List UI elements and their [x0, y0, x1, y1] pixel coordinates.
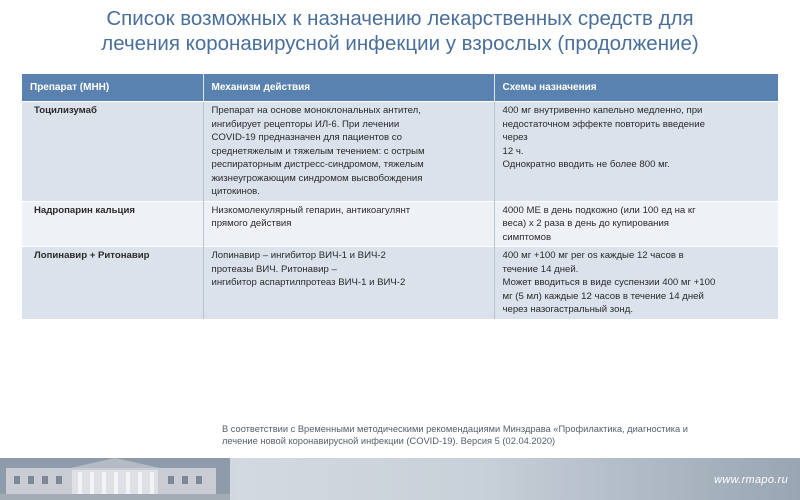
mechanism-cell	[203, 201, 494, 247]
header-drug: Препарат (МНН)	[22, 74, 203, 102]
scheme-line: Однократно вводить не более 800 мг.	[502, 159, 670, 170]
table-header-row	[22, 74, 778, 102]
scheme-line: через	[502, 132, 528, 143]
scheme-cell	[494, 201, 778, 247]
scheme-line: 400 мг +100 мг per os каждые 12 часов в	[502, 250, 684, 261]
table-row	[22, 247, 778, 319]
source-note-line: лечение новой коронавирусной инфекции (COVID-19). Версия 5 (02.04.2020)	[222, 436, 556, 446]
mechanism-line: Низкомолекулярный гепарин, антикоагулянт	[211, 204, 411, 216]
source-note-line: В соответствии с Временными методическими рекомендациями Минздрава «Профилактика, диагностика и	[222, 424, 688, 434]
scheme-cell	[494, 102, 778, 202]
scheme-line: течение 14 дней.	[502, 263, 579, 275]
scheme-line: через назогастральный зонд.	[502, 304, 633, 315]
scheme-line: недостаточном эффекте повторить введение	[502, 118, 705, 130]
mechanism-line: цитокинов.	[211, 186, 260, 197]
source-note	[222, 423, 782, 447]
mechanism-line: ингибирует рецепторы ИЛ-6. При лечении	[211, 118, 400, 130]
mechanism-cell	[203, 247, 494, 319]
drug-name: Лопинавир + Ритонавир	[22, 247, 203, 319]
slide-title	[0, 6, 800, 56]
mechanism-line: прямого действия	[211, 218, 292, 229]
scheme-line: 12 ч.	[502, 145, 524, 157]
scheme-line: симптомов	[502, 231, 552, 243]
scheme-line: 4000 МЕ в день подкожно (или 100 ед на кг	[502, 204, 696, 216]
mechanism-line: COVID-19 предназначен для пациентов со	[211, 132, 403, 143]
scheme-line: веса) х 2 раза в день до купирования	[502, 218, 670, 229]
site-url: www.rmapo.ru	[714, 474, 788, 486]
mechanism-cell	[203, 102, 494, 202]
table-row	[22, 102, 778, 202]
scheme-line: мг (5 мл) каждые 12 часов в течение 14 дней	[502, 290, 704, 302]
slide-title-line-1: Список возможных к назначению лекарственных средств для	[106, 7, 694, 30]
mechanism-line: ингибитор аспартилпротеаз ВИЧ-1 и ВИЧ-2	[211, 277, 406, 288]
mechanism-line: Препарат на основе моноклональных антител,	[211, 105, 421, 116]
scheme-line: 400 мг внутривенно капельно медленно, при	[502, 105, 703, 116]
mechanism-line: респираторным дистресс-синдромом, тяжелым	[211, 159, 424, 170]
drugs-table	[22, 74, 778, 319]
header-scheme: Схемы назначения	[494, 74, 778, 102]
drug-name: Надропарин кальция	[22, 201, 203, 247]
mechanism-line: жизнеугрожающим синдромом высвобождения	[211, 172, 423, 184]
mechanism-line: Лопинавир – ингибитор ВИЧ-1 и ВИЧ-2	[211, 250, 386, 261]
footer-band	[0, 458, 800, 500]
drug-name: Тоцилизумаб	[22, 102, 203, 202]
mechanism-line: протеазы ВИЧ. Ритонавир –	[211, 263, 337, 275]
slide-title-line-2: лечения коронавирусной инфекции у взрослых (продолжение)	[101, 32, 699, 55]
table-row	[22, 201, 778, 247]
mechanism-line: среднетяжелым и тяжелым течением: с острым	[211, 145, 425, 157]
building-illustration	[0, 458, 230, 500]
header-mechanism: Механизм действия	[203, 74, 494, 102]
scheme-cell	[494, 247, 778, 319]
scheme-line: Может вводиться в виде суспензии 400 мг +100	[502, 277, 716, 288]
